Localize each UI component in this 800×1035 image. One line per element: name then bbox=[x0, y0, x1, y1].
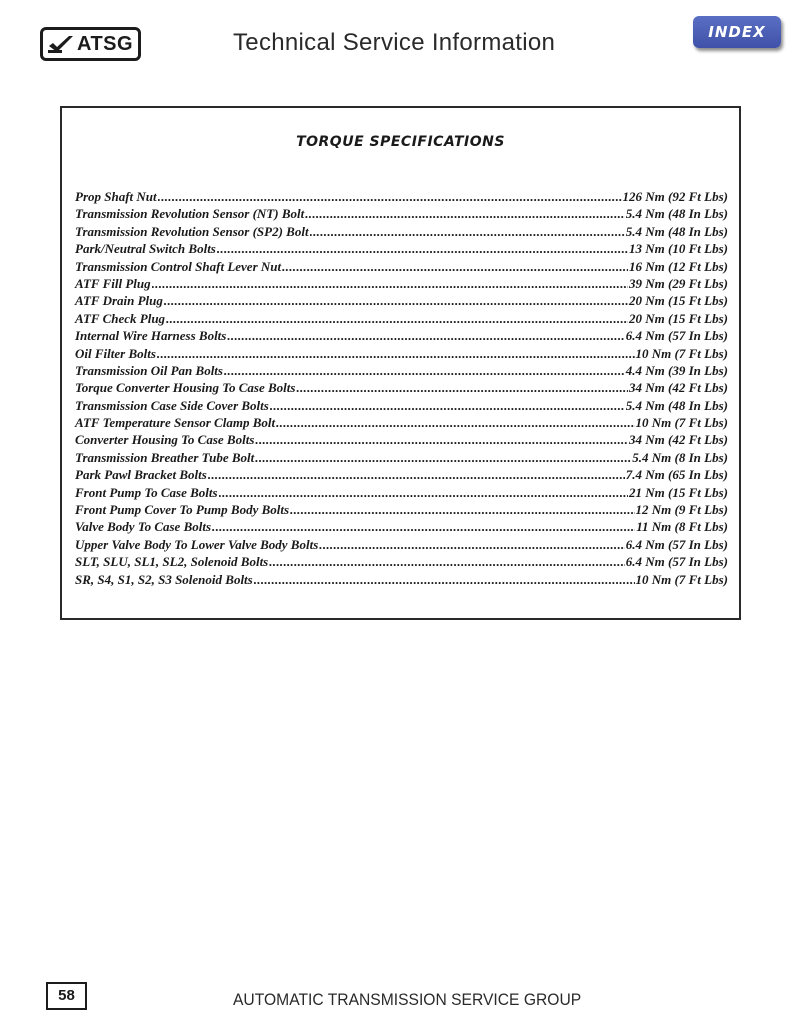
index-button[interactable]: INDEX bbox=[693, 16, 781, 48]
spec-row bbox=[75, 432, 728, 449]
spec-row bbox=[75, 415, 728, 432]
spec-value: 11 Nm (8 Ft Lbs) bbox=[636, 519, 728, 535]
spec-name: Oil Filter Bolts bbox=[75, 345, 156, 361]
spec-row bbox=[75, 554, 728, 571]
spec-row bbox=[75, 241, 728, 258]
spec-name: Transmission Revolution Sensor (SP2) Bolt bbox=[75, 223, 309, 239]
spec-name: ATF Check Plug bbox=[75, 310, 166, 326]
spec-value: 34 Nm (42 Ft Lbs) bbox=[629, 432, 728, 448]
spec-row bbox=[75, 380, 728, 397]
dot-leader bbox=[152, 276, 628, 292]
spec-name: ATF Drain Plug bbox=[75, 293, 163, 309]
spec-name: ATF Temperature Sensor Clamp Bolt bbox=[75, 415, 276, 431]
spec-name: Upper Valve Body To Lower Valve Body Bolts bbox=[75, 536, 319, 552]
dot-leader bbox=[290, 502, 634, 518]
dot-leader bbox=[255, 432, 628, 448]
spec-value: 34 Nm (42 Ft Lbs) bbox=[629, 380, 728, 396]
spec-name: Front Pump To Case Bolts bbox=[75, 484, 218, 500]
spec-value: 21 Nm (15 Ft Lbs) bbox=[629, 484, 728, 500]
spec-name: Valve Body To Case Bolts bbox=[75, 519, 212, 535]
dot-leader bbox=[276, 415, 634, 431]
spec-row bbox=[75, 259, 728, 276]
spec-name: Transmission Revolution Sensor (NT) Bolt bbox=[75, 206, 305, 222]
dot-leader bbox=[166, 311, 628, 327]
spec-value: 6.4 Nm (57 In Lbs) bbox=[625, 328, 728, 344]
spec-name: Transmission Breather Tube Bolt bbox=[75, 449, 255, 465]
spec-name: Prop Shaft Nut bbox=[75, 189, 157, 204]
dot-leader bbox=[319, 537, 625, 553]
spec-row bbox=[75, 293, 728, 310]
footer-organization: AUTOMATIC TRANSMISSION SERVICE GROUP bbox=[233, 990, 582, 1009]
spec-row bbox=[75, 328, 728, 345]
spec-row bbox=[75, 398, 728, 415]
dot-leader bbox=[254, 572, 635, 588]
page-title: Technical Service Information bbox=[233, 29, 556, 56]
spec-row bbox=[75, 485, 728, 502]
spec-name: SR, S4, S1, S2, S3 Solenoid Bolts bbox=[75, 571, 253, 587]
spec-row bbox=[75, 224, 728, 241]
spec-value: 6.4 Nm (57 In Lbs) bbox=[625, 554, 728, 570]
spec-value: 39 Nm (29 Ft Lbs) bbox=[629, 275, 728, 291]
spec-value: 16 Nm (12 Ft Lbs) bbox=[629, 258, 728, 274]
spec-value: 5.4 Nm (48 In Lbs) bbox=[625, 223, 728, 239]
spec-row bbox=[75, 467, 728, 484]
dot-leader bbox=[270, 398, 625, 414]
spec-name: Transmission Oil Pan Bolts bbox=[75, 362, 223, 378]
check-mark-icon bbox=[47, 34, 75, 54]
spec-row bbox=[75, 537, 728, 554]
spec-value: 20 Nm (15 Ft Lbs) bbox=[629, 310, 728, 326]
dot-leader bbox=[219, 485, 628, 501]
spec-row bbox=[75, 519, 728, 536]
page-number: 58 bbox=[46, 982, 87, 1010]
dot-leader bbox=[255, 450, 631, 466]
spec-name: Converter Housing To Case Bolts bbox=[75, 432, 255, 448]
spec-value: 4.4 Nm (39 In Lbs) bbox=[625, 362, 728, 378]
spec-name: Internal Wire Harness Bolts bbox=[75, 328, 227, 344]
spec-name: Torque Converter Housing To Case Bolts bbox=[75, 380, 296, 396]
spec-name: SLT, SLU, SL1, SL2, Solenoid Bolts bbox=[75, 554, 269, 570]
spec-row bbox=[75, 276, 728, 293]
dot-leader bbox=[158, 189, 622, 205]
spec-name: Front Pump Cover To Pump Body Bolts bbox=[75, 502, 290, 518]
spec-value: 10 Nm (7 Ft Lbs) bbox=[635, 571, 728, 587]
dot-leader bbox=[269, 554, 625, 570]
spec-name: Park Pawl Bracket Bolts bbox=[75, 467, 207, 483]
spec-row bbox=[75, 346, 728, 363]
spec-value: 6.4 Nm (57 In Lbs) bbox=[625, 536, 728, 552]
spec-value: 10 Nm (7 Ft Lbs) bbox=[635, 345, 728, 361]
spec-value: 5.4 Nm (8 In Lbs) bbox=[632, 449, 728, 465]
spec-row bbox=[75, 189, 728, 206]
dot-leader bbox=[217, 241, 628, 257]
spec-row bbox=[75, 363, 728, 380]
dot-leader bbox=[305, 206, 625, 222]
logo-text: ATSG bbox=[77, 33, 134, 55]
spec-name: Transmission Case Side Cover Bolts bbox=[75, 397, 269, 413]
spec-value: 20 Nm (15 Ft Lbs) bbox=[629, 293, 728, 309]
spec-value: 7.4 Nm (65 In Lbs) bbox=[625, 467, 728, 483]
spec-value: 10 Nm (7 Ft Lbs) bbox=[635, 415, 728, 431]
spec-value: 5.4 Nm (48 In Lbs) bbox=[625, 206, 728, 222]
spec-row bbox=[75, 311, 728, 328]
dot-leader bbox=[282, 259, 628, 275]
spec-name: Park/Neutral Switch Bolts bbox=[75, 241, 216, 257]
dot-leader bbox=[164, 293, 628, 309]
spec-row bbox=[75, 572, 728, 589]
atsg-logo bbox=[40, 27, 141, 61]
dot-leader bbox=[208, 467, 625, 483]
spec-value: 5.4 Nm (48 In Lbs) bbox=[625, 397, 728, 413]
dot-leader bbox=[157, 346, 635, 362]
spec-value: 126 Nm (92 Ft Lbs) bbox=[622, 189, 728, 204]
spec-name: Transmission Control Shaft Lever Nut bbox=[75, 258, 282, 274]
dot-leader bbox=[212, 519, 635, 535]
spec-row bbox=[75, 206, 728, 223]
spec-name: ATF Fill Plug bbox=[75, 275, 151, 291]
spec-row bbox=[75, 502, 728, 519]
spec-value: 13 Nm (10 Ft Lbs) bbox=[629, 241, 728, 257]
dot-leader bbox=[224, 363, 625, 379]
dot-leader bbox=[227, 328, 624, 344]
spec-list bbox=[75, 189, 728, 589]
section-title: TORQUE SPECIFICATIONS bbox=[296, 134, 505, 150]
torque-spec-box bbox=[60, 106, 741, 620]
spec-value: 12 Nm (9 Ft Lbs) bbox=[635, 502, 728, 518]
dot-leader bbox=[296, 380, 628, 396]
spec-row bbox=[75, 450, 728, 467]
dot-leader bbox=[310, 224, 625, 240]
